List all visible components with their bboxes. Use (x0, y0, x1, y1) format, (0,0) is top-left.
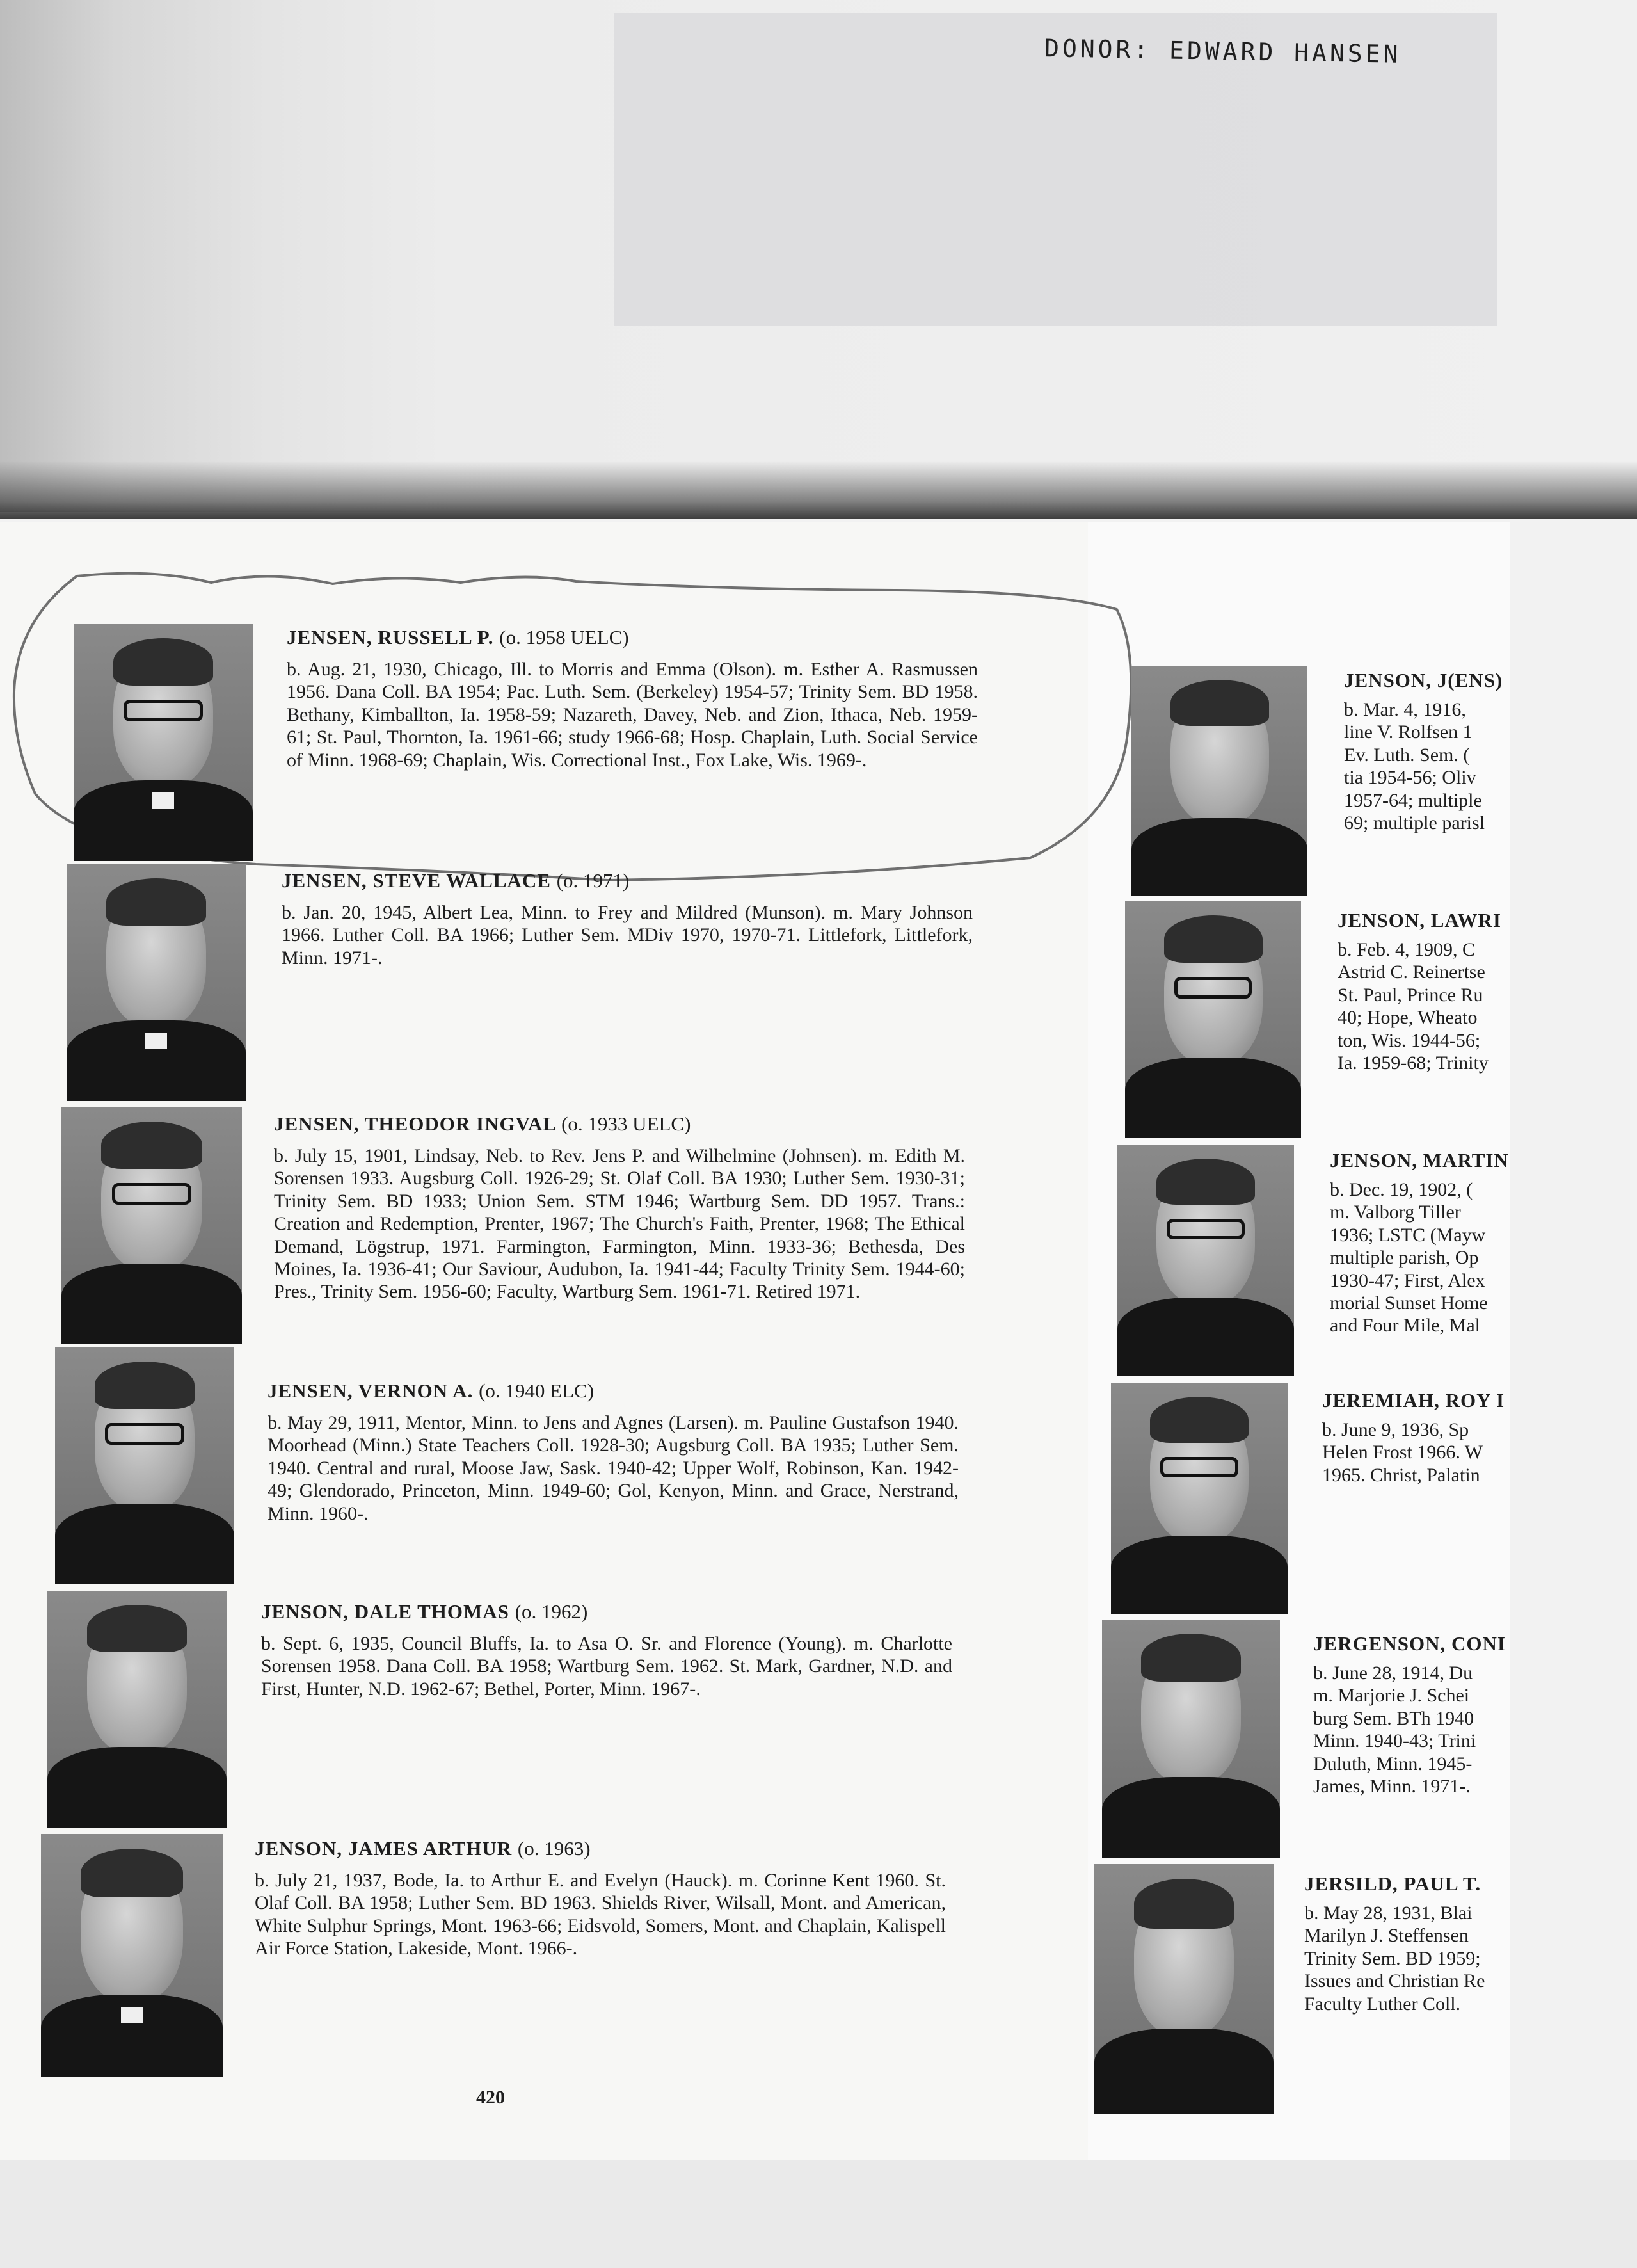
entry-name-line: JENSON, MARTIN (1330, 1149, 1509, 1171)
directory-entry-partial (1344, 669, 1509, 834)
page-edge-shadow (0, 461, 1637, 519)
entry-name-line: JERSILD, PAUL T. (1304, 1872, 1481, 1895)
portrait-photo (1094, 1864, 1274, 2114)
portrait-photo (47, 1591, 227, 1828)
entry-biography: b. Sept. 6, 1935, Council Bluffs, Ia. to Asa O. Sr. and Florence (Young). m. Charlotte Sorensen 1958. Dana Coll. BA 1958; Wartburg Sem. 1962. St. Mark, Gardner, N.D. and First, Hunter, N.D. 1962-67; Bethel, Porter, Minn. 1967-. (261, 1633, 952, 1700)
entry-name-line: JENSEN, THEODOR INGVAL (o. 1933 UELC) (274, 1113, 691, 1135)
directory-entry-partial (1338, 909, 1509, 1074)
entry-name-line: JENSEN, VERNON A. (o. 1940 ELC) (268, 1379, 595, 1402)
entry-biography-lines: b. Dec. 19, 1902, ( m. Valborg Tiller 1936; LSTC (Mayw multiple parish, Op 1930-47; First, Alex morial Sunset Home and Four Mile, Mal (1330, 1179, 1488, 1337)
portrait-photo (41, 1834, 223, 2077)
directory-entry (255, 1837, 946, 1960)
directory-entry-partial (1304, 1872, 1509, 2015)
scanner-bottom-margin (0, 2160, 1637, 2268)
portrait-photo (1131, 666, 1307, 896)
entry-biography: b. July 15, 1901, Lindsay, Neb. to Rev. Jens P. and Wilhelmine (Johnsen). m. Edith M. Sorensen 1933. Augsburg Coll. 1926-29; St. Olaf Coll. BA 1930; Luther Sem. 1930-31; Trinity Sem. BD 1933; Union Sem. STM 1946; Wartburg Sem. DD 1957. Trans.: Creation and Redemption, Prenter, 1967; The Church's Faith, Prenter, 1968; The Ethical Demand, Lögstrup, 1971. Farmington, Farmington, Minn. 1933-36; Bethesda, Des Moines, Ia. 1936-41; Our Saviour, Audubon, Ia. 1941-44; Faculty Trinity Sem. 1944-60; Pres., Trinity Sem. 1956-60; Faculty, Wartburg Sem. 1961-71. Retired 1971. (274, 1145, 965, 1303)
entry-name-line: JENSON, JAMES ARTHUR (o. 1963) (255, 1837, 591, 1860)
directory-entry (274, 1113, 965, 1303)
directory-entry (261, 1600, 952, 1700)
entry-biography-lines: b. Feb. 4, 1909, C Astrid C. Reinertse St. Paul, Prince Ru 40; Hope, Wheato ton, Wis. 1944-56; Ia. 1959-68; Trinity (1338, 939, 1489, 1074)
portrait-photo (1102, 1620, 1280, 1858)
entry-biography: b. Aug. 21, 1930, Chicago, Ill. to Morris and Emma (Olson). m. Esther A. Rasmussen 1956. Dana Coll. BA 1954; Pac. Luth. Sem. (Berkeley) 1954-57; Trinity Sem. BD 1958. Bethany, Kimballton, Ia. 1958-59; Nazareth, Davey, Neb. and Zion, Ithaca, Neb. 1959-61; St. Paul, Thornton, Ia. 1961-66; study 1966-68; Hosp. Chaplain, Luth. Social Service of Minn. 1968-69; Chaplain, Wis. Correctional Inst., Fox Lake, Wis. 1969-. (287, 659, 978, 771)
entry-name-line: JEREMIAH, ROY I (1322, 1389, 1505, 1411)
entry-biography: b. Jan. 20, 1945, Albert Lea, Minn. to Frey and Mildred (Munson). m. Mary Johnson 1966. Luther Coll. BA 1966; Luther Sem. MDiv 1970, 1970-71. Littlefork, Littlefork, Minn. 1971-. (282, 902, 973, 969)
entry-biography-lines: b. June 28, 1914, Du m. Marjorie J. Schei burg Sem. BTh 1940 Minn. 1940-43; Trini Duluth, Minn. 1945- James, Minn. 1971-. (1313, 1662, 1476, 1797)
portrait-photo (1111, 1383, 1288, 1614)
donor-note: DONOR: EDWARD HANSEN (1044, 34, 1401, 68)
entry-name-line: JENSON, DALE THOMAS (o. 1962) (261, 1600, 588, 1623)
entry-name-line: JENSON, J(ENS) (1344, 669, 1503, 691)
entry-biography-lines: b. June 9, 1936, Sp Helen Frost 1966. W 1965. Christ, Palatin (1322, 1419, 1483, 1486)
directory-entry (268, 1379, 959, 1525)
entry-biography: b. May 29, 1911, Mentor, Minn. to Jens and Agnes (Larsen). m. Pauline Gustafson 1940. Moorhead (Minn.) State Teachers Coll. 1928-30; Augsburg Coll. BA 1935; Luther Sem. 1940. Central and rural, Moose Jaw, Sask. 1940-42; Upper Wolf, Robinson, Kan. 1942-49; Glendorado, Princeton, Minn. 1949-60; Gol, Kenyon, Minn. and Grace, Nerstrand, Minn. 1960-. (268, 1412, 959, 1524)
portrait-photo (61, 1107, 242, 1344)
entry-name-line: JENSEN, STEVE WALLACE (o. 1971) (282, 869, 630, 892)
directory-entry-partial (1313, 1632, 1509, 1798)
entry-biography-lines: b. Mar. 4, 1916, line V. Rolfsen 1 Ev. Luth. Sem. ( tia 1954-56; Oliv 1957-64; multiple 69; multiple parisl (1344, 699, 1485, 833)
entry-name-line: JENSON, LAWRI (1338, 909, 1501, 931)
portrait-photo (67, 864, 246, 1101)
directory-entry (287, 626, 978, 771)
entry-biography: b. July 21, 1937, Bode, Ia. to Arthur E. and Evelyn (Hauck). m. Corinne Kent 1960. St. Olaf Coll. BA 1958; Luther Sem. BD 1963. Shields River, Wilsall, Mont. and American, White Sulphur Springs, Mont. 1963-66; Eidsvold, Somers, Mont. and Chaplain, Kalispell Air Force Station, Lakeside, Mont. 1966-. (255, 1870, 946, 1959)
portrait-photo (1117, 1145, 1294, 1376)
entry-name-line: JENSEN, RUSSELL P. (o. 1958 UELC) (287, 626, 629, 648)
directory-entry-partial (1330, 1149, 1509, 1337)
portrait-photo (1125, 901, 1301, 1138)
entry-name-line: JERGENSON, CONI (1313, 1632, 1506, 1655)
portrait-photo (55, 1347, 234, 1584)
entry-biography-lines: b. May 28, 1931, Blai Marilyn J. Steffensen Trinity Sem. BD 1959; Issues and Christian Re Faculty Luther Coll. (1304, 1902, 1485, 2015)
portrait-photo (74, 624, 253, 861)
directory-entry-partial (1322, 1389, 1509, 1486)
page-number: 420 (476, 2087, 505, 2108)
directory-entry (282, 869, 973, 969)
